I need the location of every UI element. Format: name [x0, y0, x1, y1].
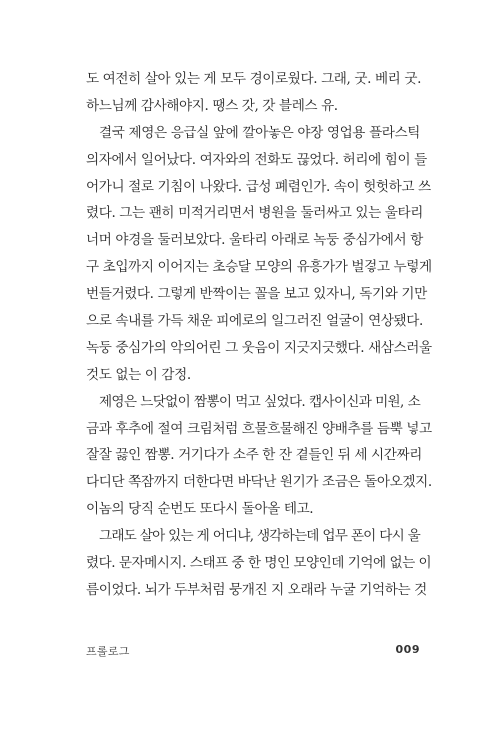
text-line: 렸다. 그는 괜히 미적거리면서 병원을 둘러싸고 있는 울타리 — [86, 205, 423, 222]
text-line: 녹둥 중심가의 악의어린 그 웃음이 지긋지긋했다. 새삼스러울 — [86, 339, 432, 356]
text-line: 제영은 느닷없이 짬뽕이 먹고 싶었다. 캡사이신과 미원, 소 — [99, 393, 420, 410]
text-line: 름이었다. 뇌가 두부처럼 뭉개진 지 오래라 누굴 기억하는 것 — [86, 581, 427, 598]
text-line: 잘잘 끓인 짬뽕. 거기다가 소주 한 잔 곁들인 뒤 세 시간짜리 — [86, 447, 422, 464]
page-footer — [86, 643, 420, 659]
paragraph — [86, 523, 432, 604]
body-text — [86, 66, 432, 604]
text-line: 것도 없는 이 감정. — [86, 366, 191, 383]
text-line: 도 여전히 살아 있는 게 모두 경이로웠다. 그래, 굿. 베리 굿. — [86, 71, 421, 87]
running-title: 프롤로그 — [86, 645, 130, 658]
text-line: 하느님께 감사해야지. 땡스 갓, 갓 블레스 유. — [86, 97, 338, 114]
text-line: 의자에서 일어났다. 여자와의 전화도 끊었다. 허리에 힘이 들 — [86, 151, 427, 168]
text-line: 금과 후추에 절여 크림처럼 흐물흐물해진 양배추를 듬뿍 넣고 — [86, 420, 432, 437]
paragraph — [86, 66, 420, 120]
text-line: 너머 야경을 둘러보았다. 울타리 아래로 녹둥 중심가에서 항 — [86, 232, 423, 249]
text-line: 구 초입까지 이어지는 초승달 모양의 유흥가가 벌겋고 누렇게 — [86, 259, 432, 276]
text-line: 이놈의 당직 순번도 또다시 돌아올 테고. — [86, 501, 314, 518]
text-line: 다디단 쪽잠까지 더한다면 바닥난 원기가 조금은 돌아오겠지. — [86, 474, 432, 491]
text-line: 그래도 살아 있는 게 어디냐, 생각하는데 업무 폰이 다시 울 — [99, 528, 420, 545]
page-number: 009 — [395, 643, 420, 656]
text-line: 으로 속내를 가득 채운 피에로의 일그러진 얼굴이 연상됐다. — [86, 313, 423, 330]
paragraph — [86, 120, 432, 389]
text-line: 렸다. 문자메시지. 스태프 중 한 명인 모양인데 기억에 없는 이 — [86, 555, 432, 572]
paragraph — [86, 389, 432, 523]
text-line: 번들거렸다. 그렇게 반짝이는 꼴을 보고 있자니, 독기와 기만 — [86, 286, 427, 303]
text-line: 어가니 절로 기침이 나왔다. 급성 폐렴인가. 속이 헛헛하고 쓰 — [86, 178, 431, 195]
text-line: 결국 제영은 응급실 앞에 깔아놓은 야장 영업용 플라스틱 — [99, 124, 420, 141]
